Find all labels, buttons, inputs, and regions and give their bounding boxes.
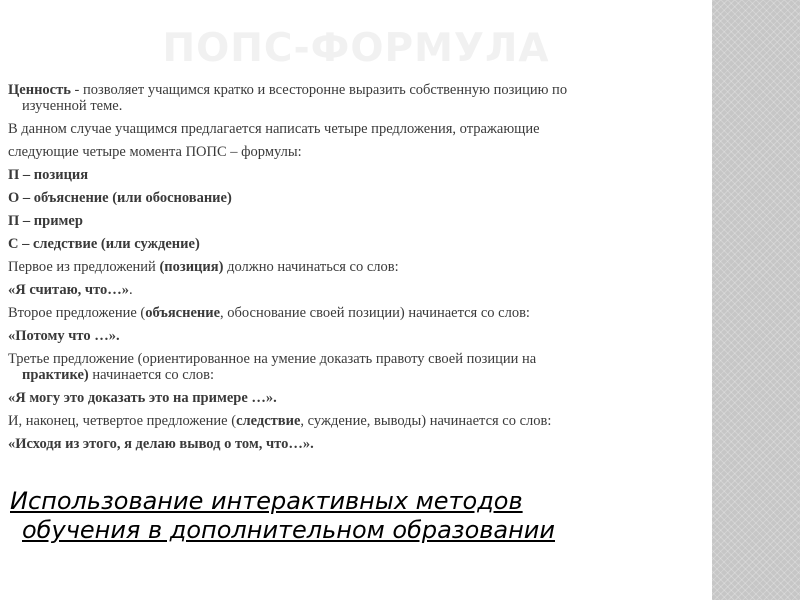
third-sentence-text-end: начинается со слов:: [88, 367, 215, 383]
second-sentence-bold: объяснение: [145, 305, 221, 321]
fourth-sentence-text: И, наконец, четвертое предложение (: [8, 413, 237, 429]
third-sentence-cont: [8, 367, 214, 383]
formula-item-consequence-text: С – следствие (или суждение): [8, 236, 200, 252]
first-phrase-paragraph: [8, 282, 698, 298]
fourth-phrase: «Исходя из этого, я делаю вывод о том, что…».: [8, 436, 314, 452]
first-sentence-bold: (позиция): [159, 259, 224, 275]
formula-item-explanation-text: О – объяснение (или обоснование): [8, 190, 232, 206]
intro-line-2: следующие четыре момента ПОПС – формулы:: [8, 144, 302, 160]
definition-paragraph: [8, 82, 698, 114]
slide-title: ПОПС-ФОРМУЛА: [162, 26, 550, 71]
fourth-sentence-paragraph: [8, 413, 698, 429]
decorative-side-stripe: [712, 0, 800, 600]
slide-body: [8, 82, 698, 459]
definition-term: Ценность: [8, 82, 71, 98]
formula-item-consequence: [8, 236, 698, 252]
fourth-sentence-text-end: , суждение, выводы) начинается со слов:: [300, 413, 552, 429]
second-sentence-text: Второе предложение (: [8, 305, 146, 321]
fourth-phrase-paragraph: [8, 436, 698, 452]
footer-heading: [10, 487, 710, 545]
third-sentence-text: Третье предложение (ориентированное на умение доказать правоту своей позиции на: [8, 351, 537, 367]
first-phrase: «Я считаю, что…»: [8, 282, 130, 298]
intro-line-1: В данном случае учащимся предлагается написать четыре предложения, отражающие: [8, 121, 540, 137]
third-phrase-paragraph: [8, 390, 698, 406]
formula-item-position-text: П – позиция: [8, 167, 89, 183]
second-sentence-paragraph: [8, 305, 698, 321]
formula-item-explanation: [8, 190, 698, 206]
fourth-sentence-bold: следствие: [236, 413, 301, 429]
second-phrase: «Потому что …».: [8, 328, 120, 344]
second-sentence-text-end: , обоснование своей позиции) начинается со слов:: [220, 305, 530, 321]
first-phrase-dot: .: [129, 282, 133, 298]
definition-text: - позволяет учащимся кратко и всесторонне выразить собственную позицию по: [70, 82, 568, 98]
definition-text-cont: изученной теме.: [22, 98, 123, 114]
first-sentence-paragraph: [8, 259, 698, 275]
footer-heading-line-2: обучения в дополнительном образовании: [22, 516, 555, 544]
third-sentence-bold: практике): [22, 367, 89, 383]
formula-item-position: [8, 167, 698, 183]
formula-item-example: [8, 213, 698, 229]
footer-heading-line-1: Использование интерактивных методов: [10, 487, 523, 515]
formula-item-example-text: П – пример: [8, 213, 83, 229]
second-phrase-paragraph: [8, 328, 698, 344]
third-sentence-paragraph: [8, 351, 698, 383]
third-phrase: «Я могу это доказать это на примере …».: [8, 390, 277, 406]
first-sentence-text: Первое из предложений: [8, 259, 160, 275]
first-sentence-text-end: должно начинаться со слов:: [223, 259, 399, 275]
